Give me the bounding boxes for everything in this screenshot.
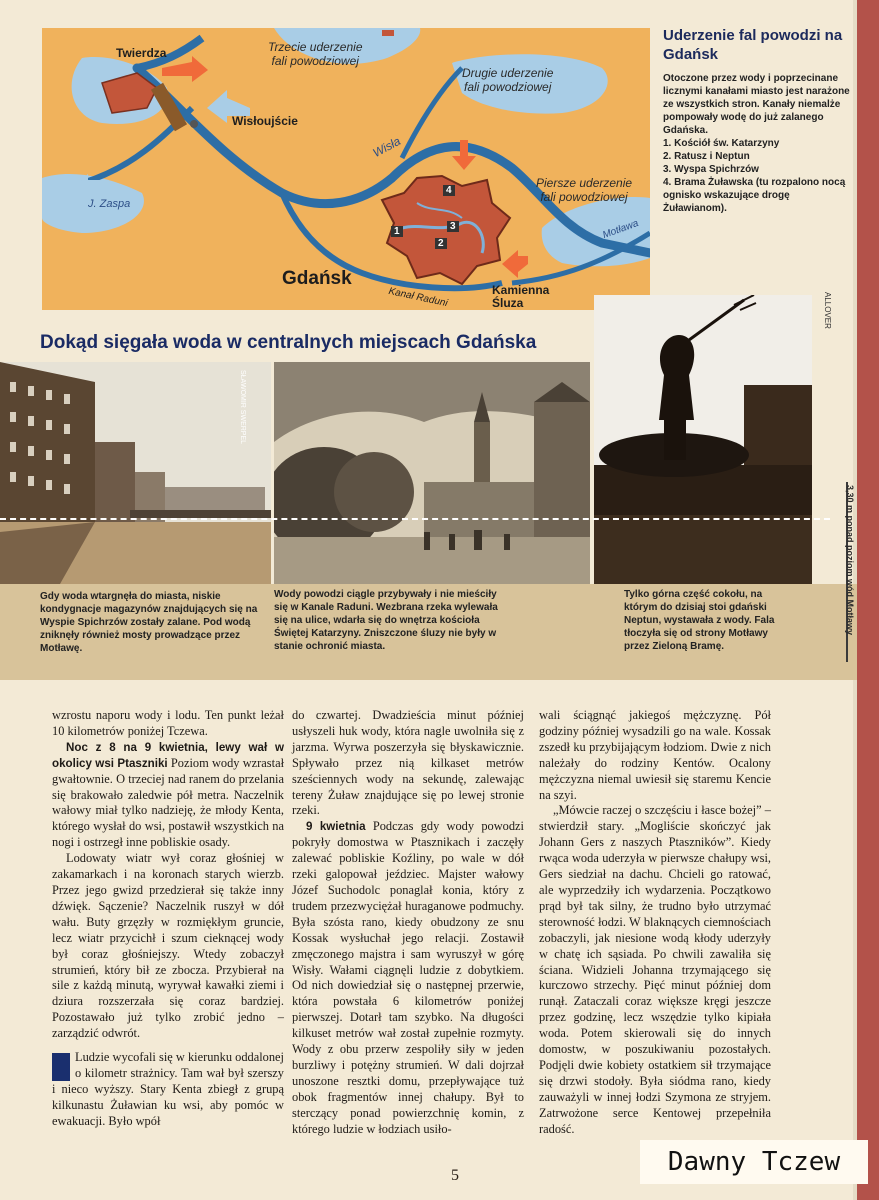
page-edge bbox=[857, 0, 879, 1200]
sidebar-title: Uderzenie fal powodzi na Gdańsk bbox=[663, 27, 843, 63]
article-paragraph bbox=[52, 1050, 284, 1130]
band-title: Dokąd sięgała woda w centralnych miejscach Gdańska bbox=[40, 332, 537, 353]
caption-neptune: Tylko górna część cokołu, na którym do dzisiaj stoi gdański Neptun, wystawała z wody. Fala tłoczyła się od strony Motławy przez Zieloną Bramę. bbox=[624, 589, 775, 652]
paragraph-text: Poziom wody wzrastał gwałtownie. O trzeciej nad ranem do przelania się brakowało zaledwie pół metra. Naczelnik wałowy miał tylko nadzieję, że młody Kenta, którego wysłał do wsi, postawił wszystkich na nogi i ostrzegł inne pobliskie osady. bbox=[52, 755, 285, 850]
photo-church-engraving bbox=[274, 362, 590, 584]
label-kamienna-sluza: Kamienna Śluza bbox=[492, 283, 550, 310]
sidebar-text: Otoczone przez wody i poprzecinane licznymi kanałami miasto jest narażone ze wszystkich stron. Kanały niemalże pompowały wodę do już zalanego Gdańska. bbox=[663, 73, 850, 136]
label-zaspa: J. Zaspa bbox=[88, 198, 131, 210]
caption-granaries: Gdy woda wtargnęła do miasta, niskie kondygnacje magazynów znajdujących się na Wyspie Spichrzów zostały zalane. Pod wodą zniknęły również mosty prowadzące przez Motławę. bbox=[40, 591, 258, 654]
page-number: 5 bbox=[451, 1167, 459, 1184]
label-gdansk: Gdańsk bbox=[282, 268, 352, 289]
caption-church: Wody powodzi ciągle przybywały i nie mieściły się w Kanale Raduni. Wezbrana rzeka wylewała się na ulice, wdarła się do wnętrza kościoła Świętej Katarzyny. Zniszczone śluzy nie były w stanie ochronić miasta. bbox=[274, 589, 498, 652]
photo-granaries bbox=[0, 362, 271, 584]
map-marker-3: 3 bbox=[447, 221, 459, 232]
paragraph-text: Ludzie wycofali się w kierunku oddalonej o kilometr strażnicy. Tam wał był szerszy i nieco wyższy. Stary Kenta zbiegł z grupą kilkunastu Żuławian ku wsi, aby pomóc w ewakuacji. Było wpół bbox=[52, 1050, 284, 1128]
article-column-3 bbox=[539, 708, 771, 1137]
legend-item: 3. Wyspa Spichrzów bbox=[663, 164, 759, 175]
article-paragraph: „Mówcie raczej o szczęściu i łasce bożej” – stwierdził stary. „Mogliście skończyć jak Johann Gers z naszych Ptaszników”. Kiedy rwąca woda uderzyła w pierwsze chałupy wsi, Gers siedział na dachu. Chcieli go ratować, ale wyprzedziły ich wydarzenia. Początkowo prąd był tak silny, że trudno było utrzymać sterowność łodzi. W blaknących ciemnościach zobaczyli, jak niesione wodą kłody uderzyły w chatę ich sąsiada. Po chwili zawaliła się ściana. Widzieli Johanna trzymającego się kurczowo strzechy. Pięć minut później dom runął. Zataczali coraz większe kręgi jeszcze przez godzinę, lecz wszędzie tylko kipiała woda. Potem skierowali się do innych domostw, w poszukiwaniu pozostałych. Podjęli dwie kobiety ostatkiem sił trzymające się drzwi stodoły. Była siódma rano, kiedy zauważyli w innej łodzi Szymona ze stryjem. Zatrwożone serce Kentowej przepełniła radość. bbox=[539, 803, 771, 1136]
article-paragraph: Lodowaty wiatr wył coraz głośniej w zakamarkach i na koronach starych wierzb. Przez jego gwizd przedzierał się także inny dźwięk. Sączenie? Naczelnik ruszył w dół wału. Buty grzęzły w rozmiękłym gruncie, lecz wiatr przycichł i szum cieknącej wody był coraz głośniejszy. Wtedy zobaczył strumień, który bił ze zbocza. Przybierał na sile z każdą minutą, wyrywał kawałki ziemi i dziura rozszerzała się coraz bardziej. Pozostawało już tylko zrobić jedno – zarządzić odwrót. bbox=[52, 851, 284, 1041]
article-paragraph: wali ściągnąć jakiegoś mężczyznę. Pół godziny później wysadzili go na wale. Kossak zszedł ku przybijającym łodziom. Dwie z nich należały do rodziny Kentów. Ocalony mężczyzna niemal uwiesił się staremu Kencie na szyi. bbox=[539, 708, 771, 802]
drop-cap-block bbox=[52, 1053, 70, 1081]
water-level-line bbox=[0, 518, 830, 520]
label-wisloujscie: Wisłoujście bbox=[232, 114, 298, 128]
article-column-1 bbox=[52, 708, 284, 1130]
photo-credit: SŁAWOMIR SWERPEL bbox=[239, 370, 246, 445]
credit-allover: ALLOVER bbox=[823, 292, 832, 329]
article-paragraph bbox=[52, 740, 284, 851]
label-second-wave: Drugie uderzenie fali powodziowej bbox=[462, 66, 554, 94]
article-paragraph: do czwartej. Dwadzieścia minut później usłyszeli huk wody, która nagle uwolniła się z jarzma. Wyrwa poszerzyła się błyskawicznie. Spływało przez nią kilkaset metrów sześciennych wody na sekundę, zalewając tereny Żuław znajdujące się po lewej stronie rzeki. bbox=[292, 708, 524, 818]
label-twierdza: Twierdza bbox=[116, 46, 167, 60]
map-marker-4: 4 bbox=[443, 185, 455, 196]
map-sidebar bbox=[663, 26, 853, 215]
legend-item: 4. Brama Żuławska (tu rozpalono nocą ognisko wskazujące drogę Żuławianom). bbox=[663, 177, 846, 214]
section-heading: Noc z 8 na 9 kwietnia, lewy wał w okolicy wsi Ptaszniki bbox=[52, 740, 284, 770]
water-scale-label: 3,30 m ponad poziom wód Motławy bbox=[845, 485, 855, 636]
label-wisla: Wisła bbox=[370, 133, 403, 161]
legend-item: 2. Ratusz i Neptun bbox=[663, 151, 750, 162]
article-paragraph: wzrostu naporu wody i lodu. Ten punkt leżał 10 kilometrów poniżej Tczewa. bbox=[52, 708, 284, 738]
article-column-2 bbox=[292, 708, 524, 1137]
article-paragraph bbox=[292, 819, 524, 1137]
label-first-wave: Piersze uderzenie fali powodziowej bbox=[536, 176, 633, 204]
section-heading: 9 kwietnia bbox=[306, 820, 366, 834]
sidebar-legend bbox=[663, 137, 853, 215]
map-marker-1: 1 bbox=[391, 226, 403, 237]
paragraph-text: Podczas gdy wody powodzi pokryły domostwa w Ptasznikach i zaczęły zalewać pobliskie Koźliny, po wale w dół rzeki galopował jeździec. Majster wałowy Józef Suchodolc ponaglał konia, który z trudem przezwyciężał huraganowe podmuchy. Była szósta rano, kiedy obudzony ze snu Kossak wysłuchał jego relacji. Zostawił zmęczonego majstra i sam wyruszył w górę Wisły. Wałami ciągnęli ludzie z dobytkiem. Od nich dowiedział się o następnej przerwie, która powstała 6 kilometrów poniżej pierwszej. Dotarł tam szybko. Na długości kilkuset metrów wał został zupełnie rozmyty. Wody z obu przerw zespoliły siły w jeden burzliwy i potężny strumień. W dali dojrzał unoszone resztki domu, przepływające tuż obok fragmentów innej chałupy. Był to sterczący ponad powierzchnię komin, z którego ludzie w łodziach usiło- bbox=[292, 819, 524, 1136]
legend-item: 1. Kościół św. Katarzyny bbox=[663, 138, 780, 149]
watermark-dawny-tczew: Dawny Tczew bbox=[640, 1140, 868, 1184]
label-kanal-raduni: Kanał Raduni bbox=[387, 285, 449, 310]
photo-neptune-fountain bbox=[594, 295, 812, 584]
label-third-wave: Trzecie uderzenie fali powodziowej bbox=[268, 40, 363, 68]
map-marker-2: 2 bbox=[435, 238, 447, 249]
label-motlawa: Motława bbox=[601, 217, 641, 242]
flood-map bbox=[42, 28, 650, 310]
